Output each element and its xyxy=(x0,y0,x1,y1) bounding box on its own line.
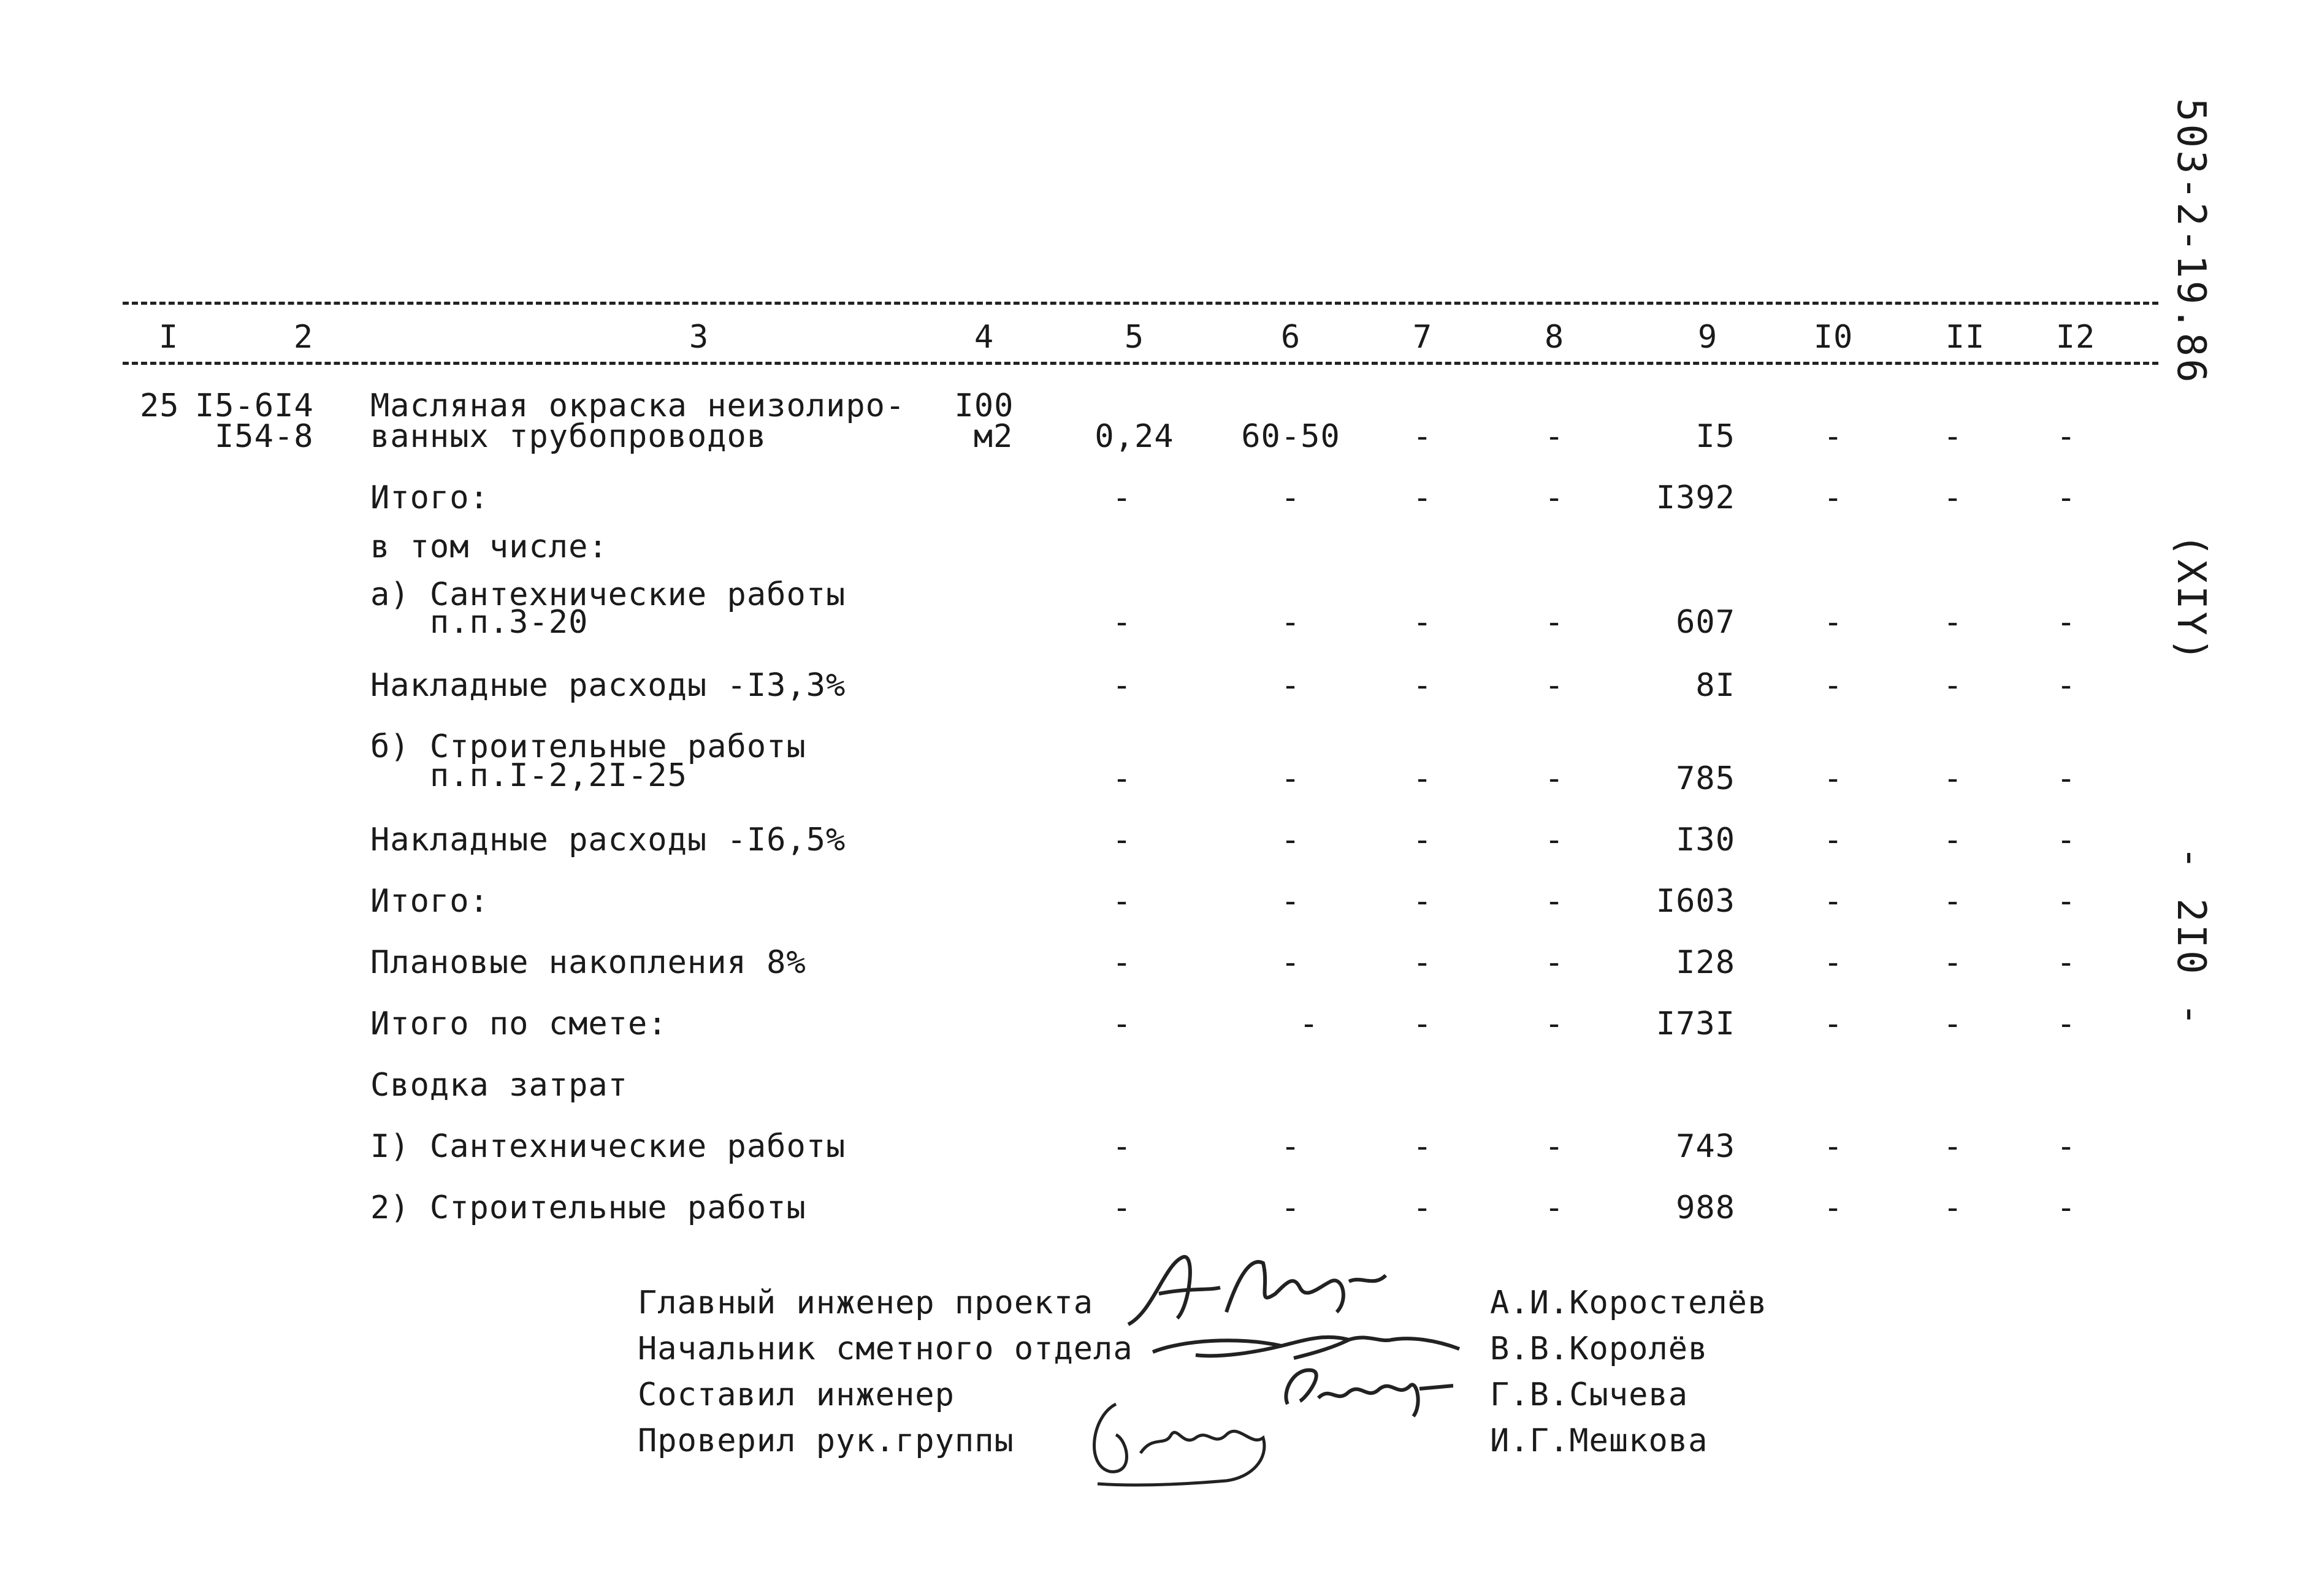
price-code: I54-8 xyxy=(215,418,314,455)
cell-7: - xyxy=(1412,760,1433,797)
cell-8: - xyxy=(1544,760,1565,797)
cell-12: - xyxy=(2056,760,2077,797)
total-cost: 8I xyxy=(1695,667,1735,704)
signatory-role: Начальник сметного отдела xyxy=(638,1331,1133,1367)
cell-10: - xyxy=(1823,1006,1844,1042)
header-cell: 7 xyxy=(1412,319,1433,356)
signatory-name: Г.В.Сычева xyxy=(1490,1376,1689,1413)
cell-7: - xyxy=(1412,883,1433,920)
work-name: I) Сантехнические работы xyxy=(370,1128,846,1165)
total-cost: I392 xyxy=(1656,479,1735,516)
cell-6: - xyxy=(1280,604,1301,641)
work-name: Накладные расходы -I3,3% xyxy=(370,667,846,704)
handwritten-signature xyxy=(1079,1380,1337,1490)
cell-10: - xyxy=(1823,883,1844,920)
cell-11: - xyxy=(1943,1006,1963,1042)
cell-8: - xyxy=(1544,1128,1565,1165)
work-name: Итого по смете: xyxy=(370,1006,668,1042)
work-name: а) Сантехнические работы xyxy=(370,576,846,613)
header-bottom-rule xyxy=(123,362,2158,365)
header-top-rule xyxy=(123,302,2158,305)
total-cost: 785 xyxy=(1676,760,1735,797)
cell-6: - xyxy=(1280,479,1301,516)
total-cost: I5 xyxy=(1695,418,1735,455)
cell-7: - xyxy=(1412,1128,1433,1165)
cell-12: - xyxy=(2056,667,2077,704)
cell-6: - xyxy=(1280,1189,1301,1226)
total-cost: I30 xyxy=(1676,822,1735,858)
signatory-name: А.И.Коростелёв xyxy=(1490,1285,1768,1321)
cell-12: - xyxy=(2056,604,2077,641)
header-cell: 9 xyxy=(1697,319,1718,356)
header-cell: 4 xyxy=(974,319,995,356)
unit: м2 xyxy=(973,418,1014,455)
total-cost: I603 xyxy=(1656,883,1735,920)
cell-7: - xyxy=(1412,944,1433,981)
work-name: п.п.3-20 xyxy=(370,604,589,641)
cell-8: - xyxy=(1544,1189,1565,1226)
row-number: 25 xyxy=(140,388,180,424)
cell-11: - xyxy=(1943,760,1963,797)
cell-10: - xyxy=(1823,604,1844,641)
cell-12: - xyxy=(2056,883,2077,920)
cell-10: - xyxy=(1823,667,1844,704)
work-name: в том числе: xyxy=(370,529,608,565)
cell-8: - xyxy=(1544,604,1565,641)
cell-8: - xyxy=(1544,418,1565,455)
cell-12: - xyxy=(2056,944,2077,981)
cell-6: - xyxy=(1280,667,1301,704)
cell-6: - xyxy=(1280,883,1301,920)
cell-12: - xyxy=(2056,1128,2077,1165)
quantity: 0,24 xyxy=(1095,418,1174,455)
signatory-role: Главный инженер проекта xyxy=(638,1285,1094,1321)
cell-7: - xyxy=(1412,418,1433,455)
cell-11: - xyxy=(1943,883,1963,920)
cell-5: - xyxy=(1112,944,1133,981)
work-name: 2) Строительные работы xyxy=(370,1189,806,1226)
work-name: Итого: xyxy=(370,479,489,516)
cell-8: - xyxy=(1544,1006,1565,1042)
header-cell: 5 xyxy=(1124,319,1145,356)
cell-6: - xyxy=(1280,1128,1301,1165)
cell-10: - xyxy=(1823,1189,1844,1226)
total-cost: 607 xyxy=(1676,604,1735,641)
signatory-name: В.В.Королёв xyxy=(1490,1331,1708,1367)
cell-5: - xyxy=(1112,1189,1133,1226)
cell-6: - xyxy=(1299,1006,1320,1042)
header-cell: 3 xyxy=(689,319,709,356)
cell-10: - xyxy=(1823,760,1844,797)
header-cell: 2 xyxy=(293,319,314,356)
header-cell: I0 xyxy=(1813,319,1854,356)
cell-6: - xyxy=(1280,944,1301,981)
cell-8: - xyxy=(1544,479,1565,516)
cell-12: - xyxy=(2056,822,2077,858)
header-cell: I xyxy=(158,319,179,356)
cell-11: - xyxy=(1943,604,1963,641)
total-cost: I28 xyxy=(1676,944,1735,981)
header-cell: 8 xyxy=(1544,319,1565,356)
work-name: Масляная окраска неизолиро- xyxy=(370,388,906,424)
unit-price: 60-50 xyxy=(1241,418,1340,455)
document-code: 503-2-19.86 xyxy=(2168,98,2214,385)
cell-11: - xyxy=(1943,944,1963,981)
header-cell: I2 xyxy=(2055,319,2096,356)
cell-12: - xyxy=(2056,1006,2077,1042)
cell-5: - xyxy=(1112,1128,1133,1165)
cell-10: - xyxy=(1823,944,1844,981)
cell-7: - xyxy=(1412,1006,1433,1042)
cell-10: - xyxy=(1823,418,1844,455)
cell-5: - xyxy=(1112,604,1133,641)
price-code: I5-6I4 xyxy=(195,388,314,424)
cell-7: - xyxy=(1412,667,1433,704)
work-name: б) Строительные работы xyxy=(370,728,806,765)
cell-5: - xyxy=(1112,479,1133,516)
page-number: - 2I0 - xyxy=(2168,846,2214,1029)
cell-8: - xyxy=(1544,822,1565,858)
album-number: (XIY) xyxy=(2168,533,2214,664)
cell-7: - xyxy=(1412,479,1433,516)
cell-11: - xyxy=(1943,479,1963,516)
work-name: ванных трубопроводов xyxy=(370,418,767,455)
cell-5: - xyxy=(1112,883,1133,920)
cell-5: - xyxy=(1112,667,1133,704)
total-cost: I73I xyxy=(1656,1006,1735,1042)
cell-6: - xyxy=(1280,760,1301,797)
cell-5: - xyxy=(1112,760,1133,797)
cell-11: - xyxy=(1943,418,1963,455)
cell-8: - xyxy=(1544,883,1565,920)
cell-11: - xyxy=(1943,1128,1963,1165)
cell-11: - xyxy=(1943,1189,1963,1226)
work-name: Плановые накопления 8% xyxy=(370,944,806,981)
work-name: Итого: xyxy=(370,883,489,920)
cell-10: - xyxy=(1823,1128,1844,1165)
total-cost: 743 xyxy=(1676,1128,1735,1165)
cell-6: - xyxy=(1280,822,1301,858)
work-name: Сводка затрат xyxy=(370,1067,628,1104)
cell-12: - xyxy=(2056,418,2077,455)
signatory-role: Составил инженер xyxy=(638,1376,955,1413)
total-cost: 988 xyxy=(1676,1189,1735,1226)
work-name: п.п.I-2,2I-25 xyxy=(370,757,687,794)
unit: I00 xyxy=(954,388,1014,424)
signatory-role: Проверил рук.группы xyxy=(638,1422,1014,1459)
cell-5: - xyxy=(1112,1006,1133,1042)
cell-7: - xyxy=(1412,822,1433,858)
cell-10: - xyxy=(1823,479,1844,516)
cell-12: - xyxy=(2056,1189,2077,1226)
header-cell: II xyxy=(1945,319,1985,356)
cell-11: - xyxy=(1943,822,1963,858)
header-cell: 6 xyxy=(1280,319,1301,356)
cell-7: - xyxy=(1412,1189,1433,1226)
cell-10: - xyxy=(1823,822,1844,858)
cell-8: - xyxy=(1544,944,1565,981)
cell-12: - xyxy=(2056,479,2077,516)
cell-5: - xyxy=(1112,822,1133,858)
signatory-name: И.Г.Мешкова xyxy=(1490,1422,1708,1459)
work-name: Накладные расходы -I6,5% xyxy=(370,822,846,858)
cell-11: - xyxy=(1943,667,1963,704)
cell-8: - xyxy=(1544,667,1565,704)
cell-7: - xyxy=(1412,604,1433,641)
